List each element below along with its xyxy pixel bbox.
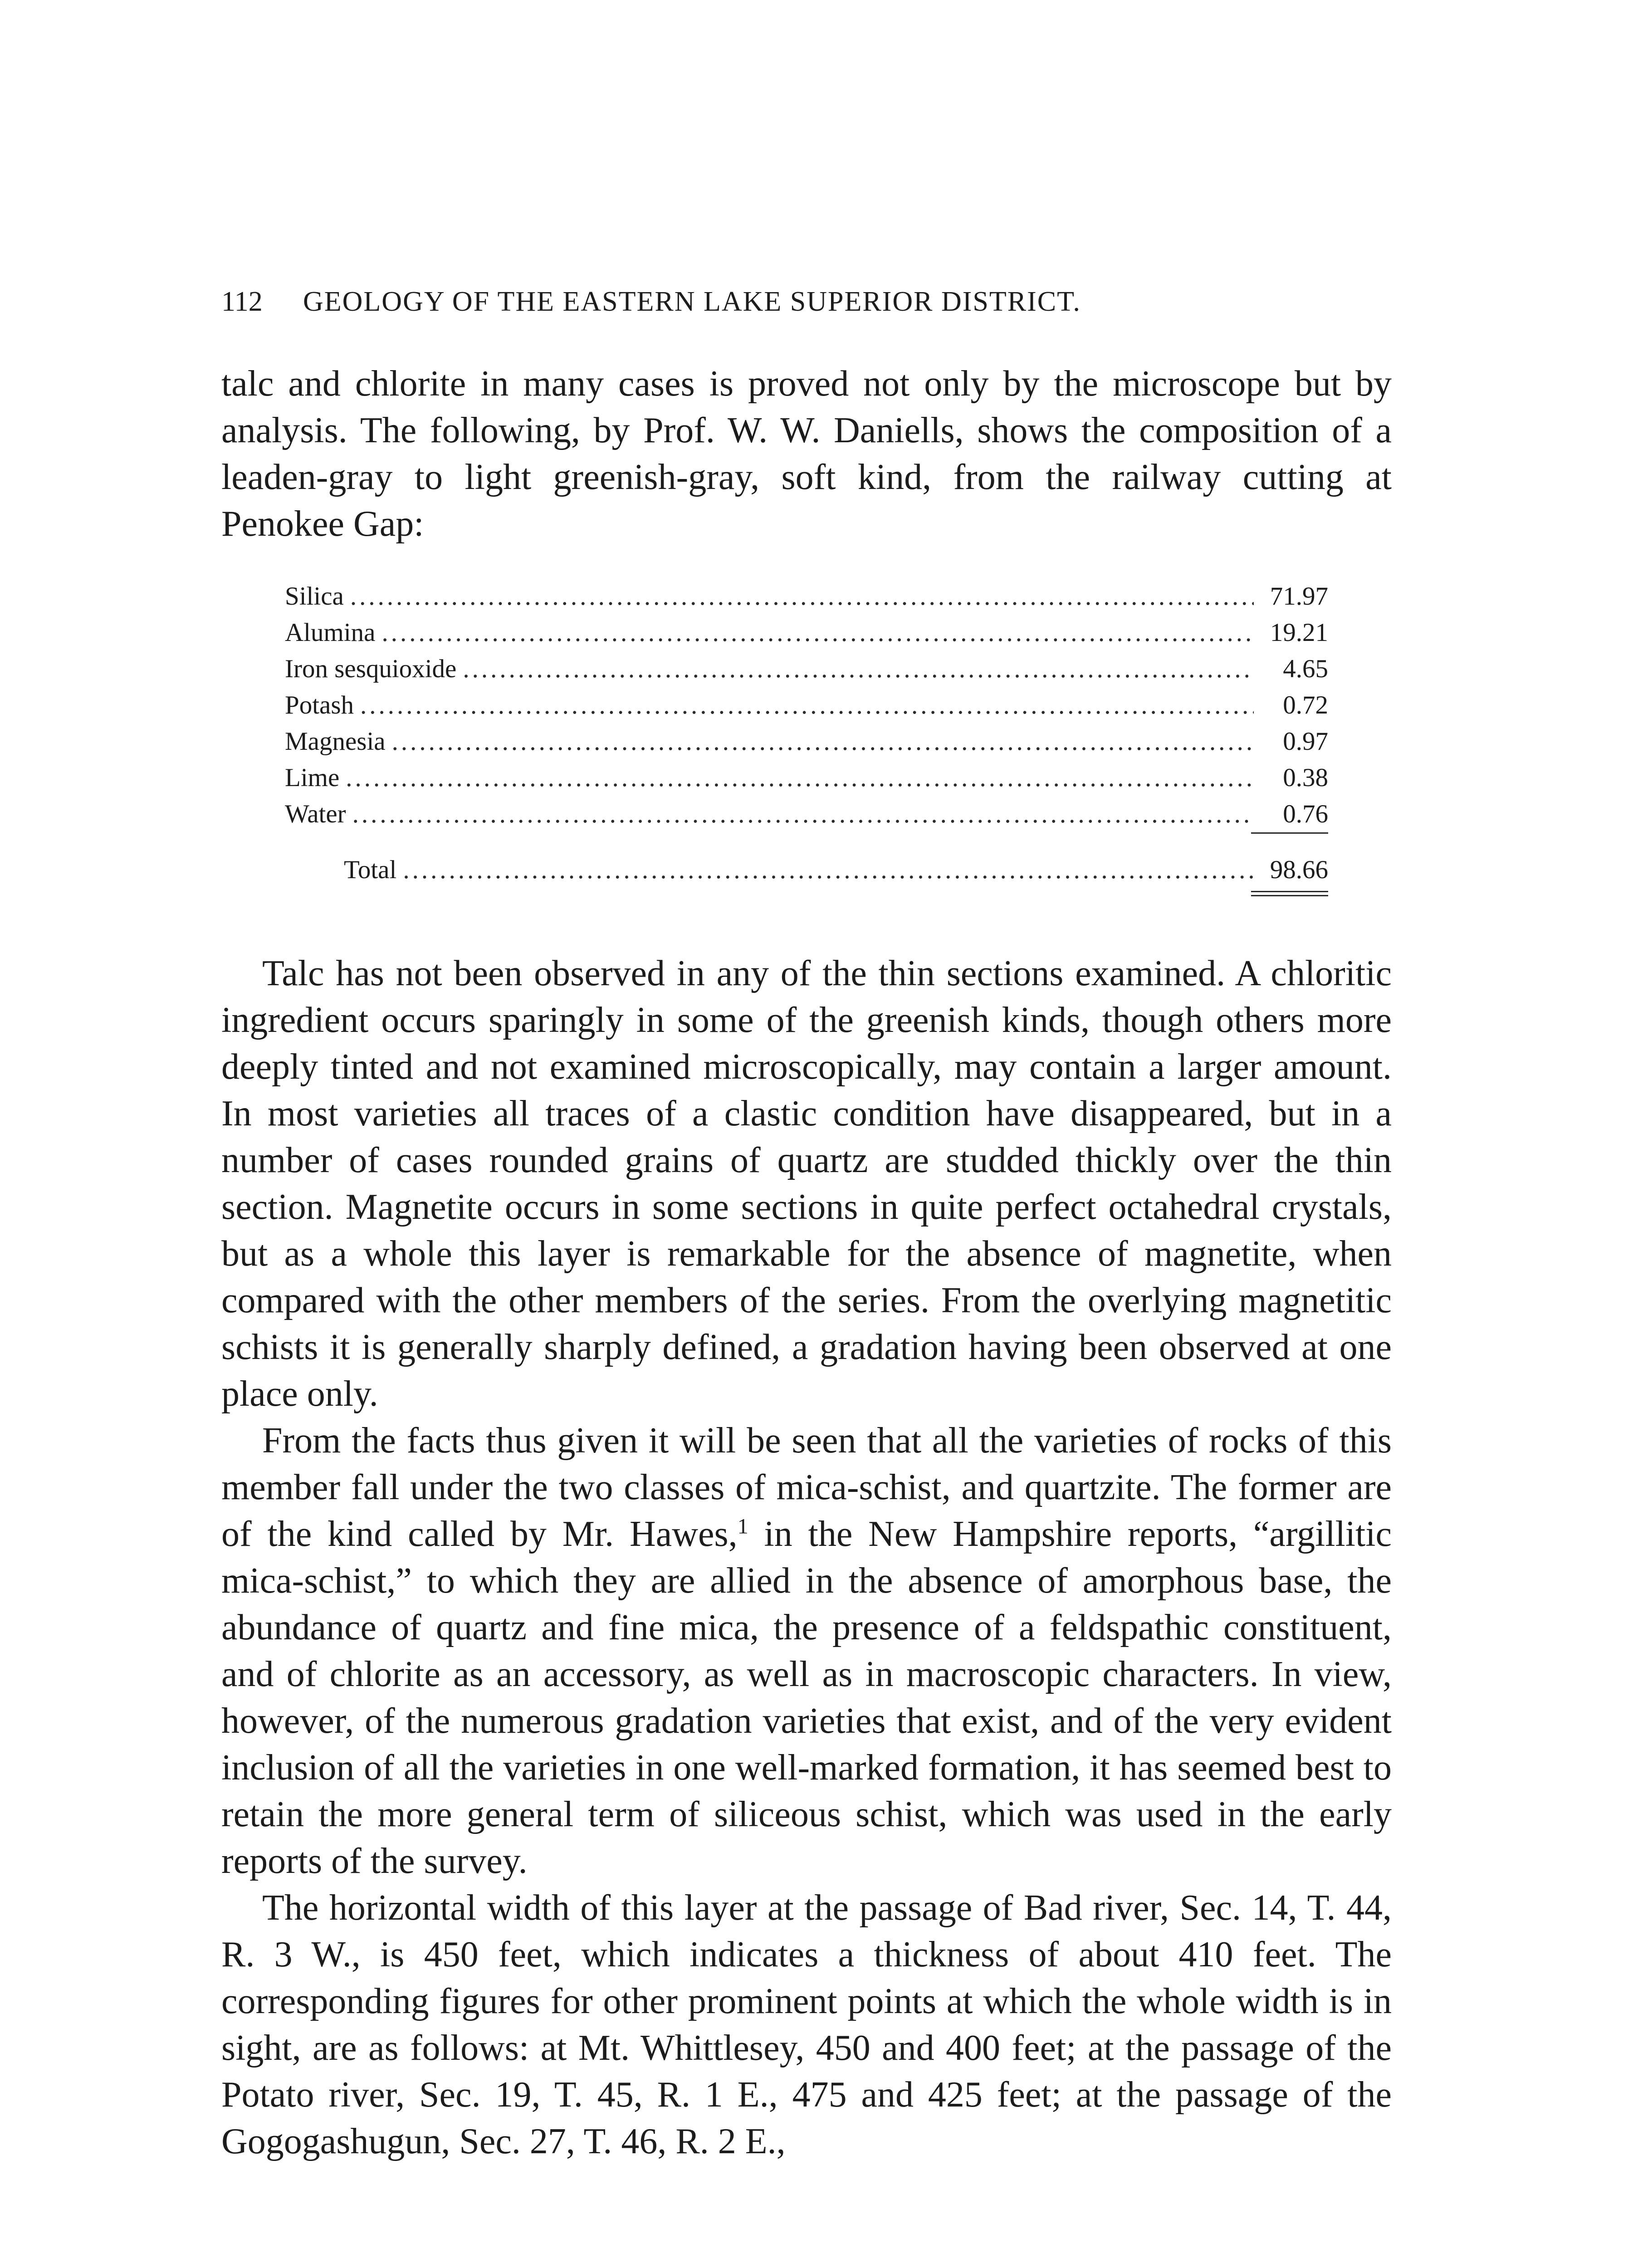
leader-dots — [463, 651, 1254, 687]
intro-paragraph-block — [221, 361, 1392, 547]
paragraph-width: The horizontal width of this layer at the passage of Bad river, Sec. 14, T. 44, R. 3 W., is 450 feet, which indicates a thickness of about 410 feet. The corresponding figures for other prominent points at which the whole width is in sight, are as follows: at Mt. Whittlesey, 450 and 400 feet; at the passage of the Potato river, Sec. 19, T. 45, R. 1 E., 475 and 425 feet; at the passage of the Gogogashugun, Sec. 27, T. 46, R. 2 E., — [221, 1888, 1392, 2161]
analysis-row — [285, 760, 1328, 796]
paragraph-talc: Talc has not been observed in any of the thin sections examined. A chloritic ingredient occurs sparingly in some of the greenish kinds, though others more deeply tinted and not examined microscopically, may contain a larger amount. In most varieties all traces of a clastic condition have disappeared, but in a number of cases rounded grains of quartz are studded thickly over the thin section. Magnetite occurs in some sections in quite perfect octahedral crystals, but as a whole this layer is remarkable for the absence of magnetite, when compared with the other members of the series. From the overlying magnetitic schists it is generally sharply defined, a gradation having been observed at one place only. — [221, 953, 1392, 1414]
analysis-row — [285, 578, 1328, 615]
analysis-row — [285, 723, 1328, 760]
analysis-row — [285, 687, 1328, 723]
analysis-row — [285, 651, 1328, 687]
component-name: Water — [285, 800, 346, 828]
paragraph-text: From the facts thus given it will be seen that all the varieties of rocks of this member fall under the two classes of mica-schist, and quartzite. The former are of the kind called by Mr. Hawes, — [221, 1421, 1392, 1554]
component-value: 0.72 — [1283, 691, 1328, 719]
analysis-table — [285, 578, 1328, 896]
sum-rule — [1251, 832, 1328, 834]
intro-paragraph: talc and chlorite in many cases is proved not only by the microscope but by analysis. The following, by Prof. W. W. Daniells, shows the composition of a leaden-gray to light greenish-gray, soft kind, from the railway cutting at Penokee Gap: — [221, 364, 1392, 544]
component-value: 4.65 — [1283, 655, 1328, 683]
leader-dots — [350, 578, 1254, 615]
leader-dots — [360, 687, 1254, 723]
leader-dots — [403, 852, 1254, 888]
analysis-row — [285, 615, 1328, 651]
component-value: 71.97 — [1270, 582, 1328, 611]
leader-dots — [392, 723, 1254, 760]
component-value: 19.21 — [1270, 618, 1328, 647]
paragraph-varieties — [221, 1418, 1392, 1885]
paragraph-text: in the New Hampshire reports, “argillitic mica-schist,” to which they are allied in the absence of amorphous base, the abundance of quartz and fine mica, the presence of a feldspathic constituent, and of chlorite as an accessory, as well as in macroscopic characters. In view, however, of the numerous gradation varieties that exist, and of the very evident inclusion of all the varieties in one well-marked formation, it has seemed best to retain the more general term of siliceous schist, which was used in the early reports of the survey. — [221, 1514, 1392, 1881]
component-value: 0.38 — [1283, 763, 1328, 792]
component-name: Iron sesquioxide — [285, 655, 457, 683]
total-double-rule — [1251, 891, 1328, 896]
component-value: 0.97 — [1283, 727, 1328, 756]
total-value: 98.66 — [1270, 855, 1328, 884]
leader-dots — [346, 760, 1254, 796]
component-name: Lime — [285, 763, 340, 792]
page-header-title: GEOLOGY OF THE EASTERN LAKE SUPERIOR DISTRICT. — [303, 286, 1081, 317]
main-text-block — [221, 950, 1392, 2165]
component-name: Silica — [285, 582, 344, 611]
component-name: Magnesia — [285, 727, 386, 756]
page-number: 112 — [221, 286, 263, 317]
leader-dots — [381, 615, 1254, 651]
component-name: Alumina — [285, 618, 376, 647]
analysis-total-row — [285, 852, 1328, 888]
analysis-row — [285, 796, 1328, 832]
footnote-reference: 1 — [737, 1514, 748, 1539]
running-head — [221, 284, 1392, 320]
component-value: 0.76 — [1283, 800, 1328, 828]
total-label: Total — [344, 855, 397, 884]
leader-dots — [352, 796, 1254, 832]
component-name: Potash — [285, 691, 354, 719]
